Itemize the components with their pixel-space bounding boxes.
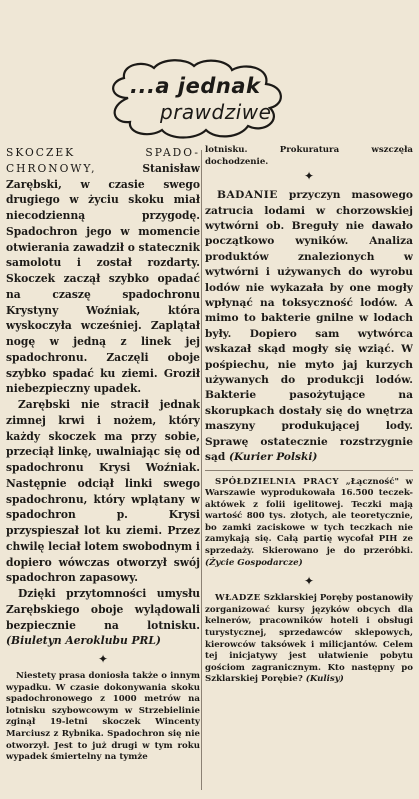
article-skoczek-body1: Stanisław Zarębski, w czasie swego drugiego w życiu skoku miał niecodzienną przygodę. Spadochron jego w momencie otwierania zawadził o statecznik samolotu i został rozdarty. Skoczek zaczął szybko opadać na czaszę spadochronu Krystyny Woźniak, która wyskoczyła wcześniej. Zaplątał nogę w jedną z linek jej spadochronu. Zaczęli oboje szybko spadać ku ziemi. Groził niebezpieczny upadek. — [6, 161, 200, 396]
article-kursy-source: (Kulisy) — [305, 674, 344, 685]
cloud-shape-icon — [100, 58, 290, 140]
header-line-2: prawdziwe — [160, 100, 272, 124]
article-lody — [205, 188, 413, 465]
article-skoczek-body3: Dzięki przytomności umysłu Zarębskiego oboje wylądowali bezpiecznie na lotnisku. — [6, 587, 200, 632]
column-divider — [201, 150, 202, 790]
article-wypadek — [6, 671, 200, 764]
article-teczki-lead: SPÓŁDZIELNIA PRACY — [215, 476, 340, 487]
right-column — [205, 145, 413, 795]
article-lody-source: (Kurier Polski) — [228, 451, 318, 464]
article-skoczek-p3 — [6, 586, 200, 649]
article-wypadek-cont-body: lotnisku. Prokuratura wszczęła dochodzenie. — [205, 145, 413, 167]
separator-star-icon: ✦ — [303, 169, 315, 184]
article-wypadek-body: Niestety prasa doniosła także o innym wypadku. W czasie dokonywania skoku spadochronowego z 1000 metrów na lotnisku szybowcowym w Strzebielinie zginął 19-letni skoczek Wincenty Marciusz z Rybnika. Spadochron się nie otworzył. Jest to już drugi w tym roku wypadek śmiertelny na tymże — [6, 671, 200, 763]
article-lody-p — [205, 188, 413, 465]
separator-star-icon: ✦ — [303, 574, 315, 589]
separator-rule — [205, 470, 413, 471]
separator-star-icon: ✦ — [97, 652, 109, 666]
left-column — [6, 145, 200, 795]
article-skoczek-body2: Zarębski nie stracił jednak zimnej krwi i nożem, który każdy skoczek ma przy sobie, przeciął linkę, uwalniając się od spadochronu Krysi Woźniak. Następnie odciął linki swego spadochronu, który wplątany w spadochron p. Krysi przyspieszał lot ku ziemi. Przez chwilę leciał lotem swobodnym i dopiero wówczas otworzył swój spadochron zapasowy. — [6, 398, 200, 585]
section-header-cloud — [100, 58, 290, 140]
article-teczki-p — [205, 477, 413, 570]
header-line-1: ...a jednak — [130, 74, 261, 98]
article-lody-body: przyczyn masowego zatrucia lodami w chorzowskiej wytwórni ob. Breguły nie dawało początkowo wyników. Analiza produktów znalezionych w wytwórni i używanych do wyrobu lodów nie wykazała by one mogły wpłynąć na toksyczność lodów. A mimo to bakterie gnilne w lodach były. Dopiero sam wytwórca wskazał skąd mogły się wziąć. W pośpiechu, nie myto jaj kurzych używanych do produkcji lodów. Bakterie pasożytujące na skorupkach dostały się do wnętrza maszyny produkującej lody. Sprawę ostatecznie rozstrzygnie sąd — [205, 189, 413, 464]
article-wypadek-continued — [205, 145, 413, 168]
article-kursy-p — [205, 593, 413, 686]
article-kursy-lead: WŁADZE — [215, 593, 261, 604]
article-skoczek-lead: SKOCZEK SPADO-CHRONOWY, — [6, 146, 200, 175]
article-skoczek-p1 — [6, 145, 200, 397]
article-teczki-source: (Życie Gospodarcze) — [205, 557, 303, 568]
article-kursy — [205, 593, 413, 686]
article-lody-lead: BADANIE — [217, 189, 278, 202]
article-teczki-body: „Łączność" w Warszawie wyprodukowała 16.500 teczek-aktówek z folii igelitowej. Teczki mają wartość 800 tys. złotych, ale teoretycznie, bo zamki zaciskowe w tych teczkach nie zamykają się. Całą partię wycofał PIH ze sprzedaży. Skierowano je do przeróbki. — [205, 476, 413, 557]
article-skoczek — [6, 145, 200, 649]
article-teczki — [205, 474, 413, 570]
article-skoczek-source: (Biuletyn Aeroklubu PRL) — [6, 634, 161, 648]
article-kursy-body: Szklarskiej Poręby postanowiły zorganizować kursy języków obcych dla kelnerów, pracowników hoteli i obsługi turystycznej, sprzedawców sklepowych, kierowców taksówek i milicjantów. Celem tej inicjatywy jest ułatwienie pobytu gościom zagranicznym. Kto następny po Szklarskiej Porębie? — [205, 593, 413, 685]
